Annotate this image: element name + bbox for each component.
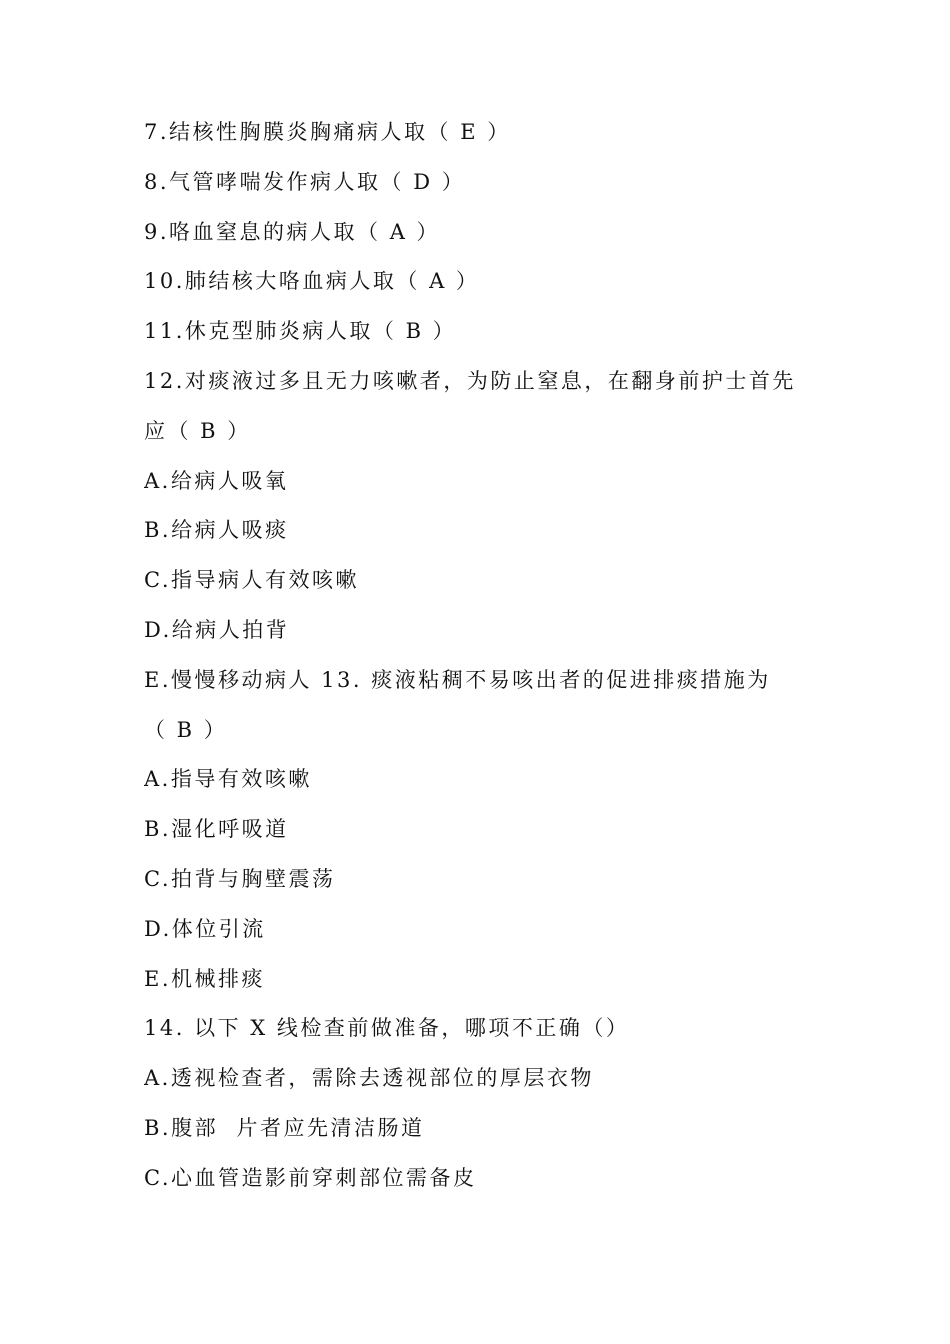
- option-c: C.拍背与胸壁震荡: [144, 866, 336, 891]
- option-a: A.给病人吸氧: [144, 468, 289, 493]
- option-a: A.指导有效咳嗽: [144, 767, 312, 792]
- question-11: 11.休克型肺炎病人取（ B ）: [144, 319, 457, 344]
- question-9: 9.咯血窒息的病人取（ A ）: [144, 219, 441, 244]
- option-b: B.湿化呼吸道: [144, 817, 289, 842]
- question-8: 8.气管哮喘发作病人取（ D ）: [144, 169, 466, 194]
- question-10: 10.肺结核大咯血病人取（ A ）: [144, 269, 480, 294]
- option-d: D.给病人拍背: [144, 617, 290, 642]
- option-b: B.给病人吸痰: [144, 518, 289, 543]
- option-e-and-question-13: E.慢慢移动病人 13. 痰液粘稠不易咳出者的促进排痰措施为: [144, 667, 771, 692]
- question-12: 12.对痰液过多且无力咳嗽者，为防止窒息，在翻身前护士首先: [144, 368, 796, 393]
- option-e: E.机械排痰: [144, 966, 266, 991]
- option-a: A.透视检查者，需除去透视部位的厚层衣物: [144, 1066, 594, 1091]
- question-14: 14. 以下 X 线检查前做准备，哪项不正确（）: [144, 1016, 630, 1041]
- option-c: C.心血管造影前穿刺部位需备皮: [144, 1165, 477, 1190]
- document-body: [144, 114, 824, 1210]
- option-b: B.腹部 片者应先清洁肠道: [144, 1115, 425, 1140]
- question-12-continued: 应（ B ）: [144, 418, 251, 443]
- question-13-continued: （ B ）: [144, 717, 228, 742]
- option-d: D.体位引流: [144, 916, 266, 941]
- question-7: 7.结核性胸膜炎胸痛病人取（ E ）: [144, 120, 511, 144]
- option-c: C.指导病人有效咳嗽: [144, 568, 359, 593]
